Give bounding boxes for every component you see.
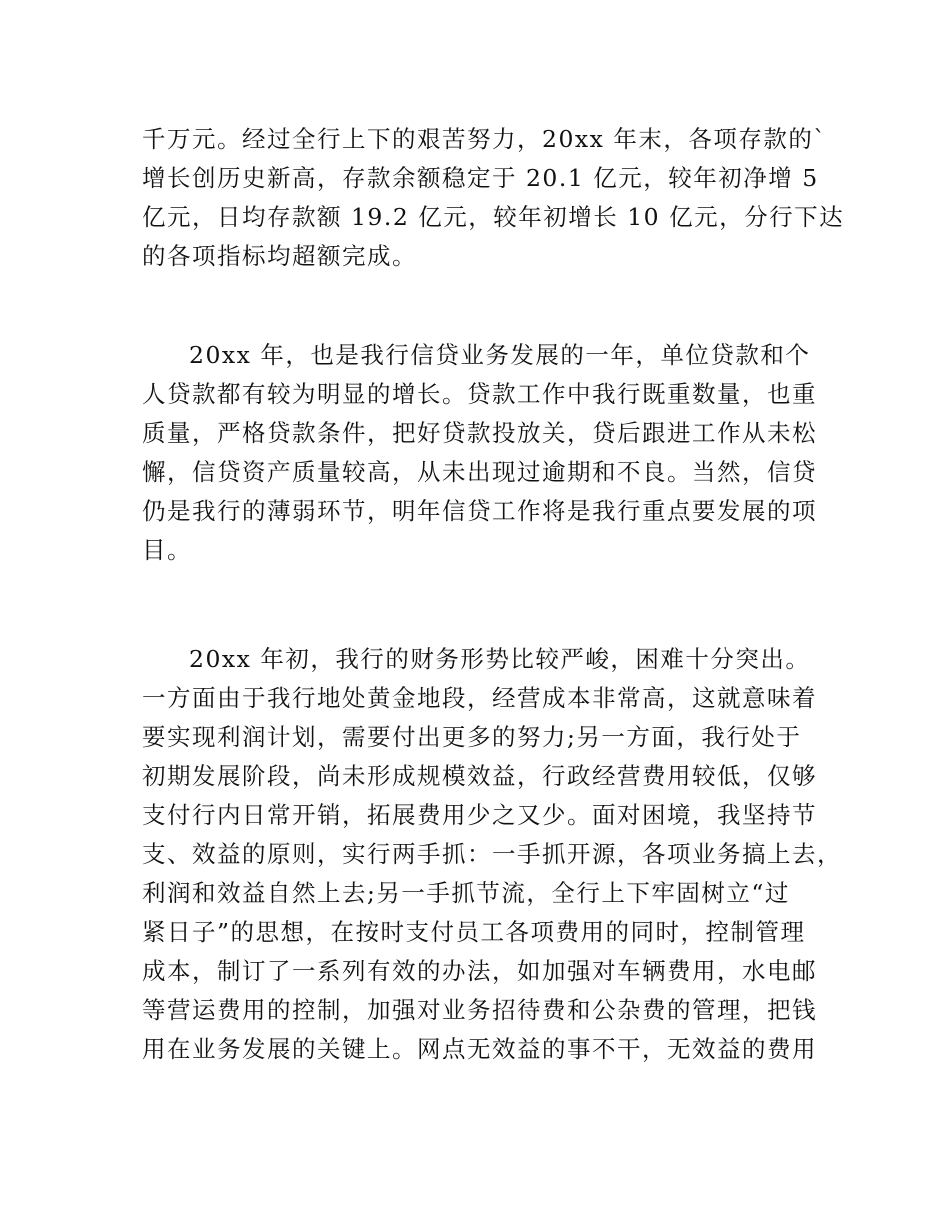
- text-line: 20xx 年，也是我行信贷业务发展的一年，单位贷款和个: [189, 341, 811, 369]
- text-line: 亿元，日均存款额 19.2 亿元，较年初增长 10 亿元，分行下达: [142, 203, 845, 231]
- text-line: 20xx 年初，我行的财务形势比较严峻，困难十分突出。: [189, 645, 811, 673]
- text-line: 成本，制订了一系列有效的办法，如加强对车辆费用，水电邮: [142, 957, 817, 985]
- text-line: 用在业务发展的关键上。网点无效益的事不干，无效益的费用: [142, 1035, 817, 1063]
- text-line: 人贷款都有较为明显的增长。贷款工作中我行既重数量，也重: [142, 380, 817, 408]
- paragraph-credit: [142, 336, 842, 570]
- text-line: 千万元。经过全行上下的艰苦努力，20xx 年末，各项存款的`: [142, 125, 827, 153]
- text-line: 利润和效益自然上去;另一手抓节流，全行上下牢固树立“过: [142, 879, 790, 907]
- text-line: 仍是我行的薄弱环节，明年信贷工作将是我行重点要发展的项: [142, 497, 817, 525]
- text-line: 增长创历史新高，存款余额稳定于 20.1 亿元，较年初净增 5: [142, 164, 819, 192]
- text-line: 紧日子”的思想，在按时支付员工各项费用的同时，控制管理: [142, 918, 806, 946]
- text-line: 质量，严格贷款条件，把好贷款投放关，贷后跟进工作从未松: [142, 419, 817, 447]
- text-line: 初期发展阶段，尚未形成规模效益，行政经营费用较低，仅够: [142, 762, 817, 790]
- paragraph-finance: [142, 640, 842, 1069]
- text-line: 的各项指标均超额完成。: [142, 242, 417, 270]
- text-line: 懈，信贷资产质量较高，从未出现过逾期和不良。当然，信贷: [142, 458, 817, 486]
- text-line: 支、效益的原则，实行两手抓：一手抓开源，各项业务搞上去，: [142, 840, 842, 868]
- text-line: 要实现利润计划，需要付出更多的努力;另一方面，我行处于: [142, 723, 802, 751]
- paragraph-deposits: [142, 120, 845, 276]
- text-line: 支付行内日常开销，拓展费用少之又少。面对困境，我坚持节: [142, 801, 817, 829]
- text-line: 一方面由于我行地处黄金地段，经营成本非常高，这就意味着: [142, 684, 817, 712]
- text-line: 目。: [142, 536, 192, 564]
- text-line: 等营运费用的控制，加强对业务招待费和公杂费的管理，把钱: [142, 996, 817, 1024]
